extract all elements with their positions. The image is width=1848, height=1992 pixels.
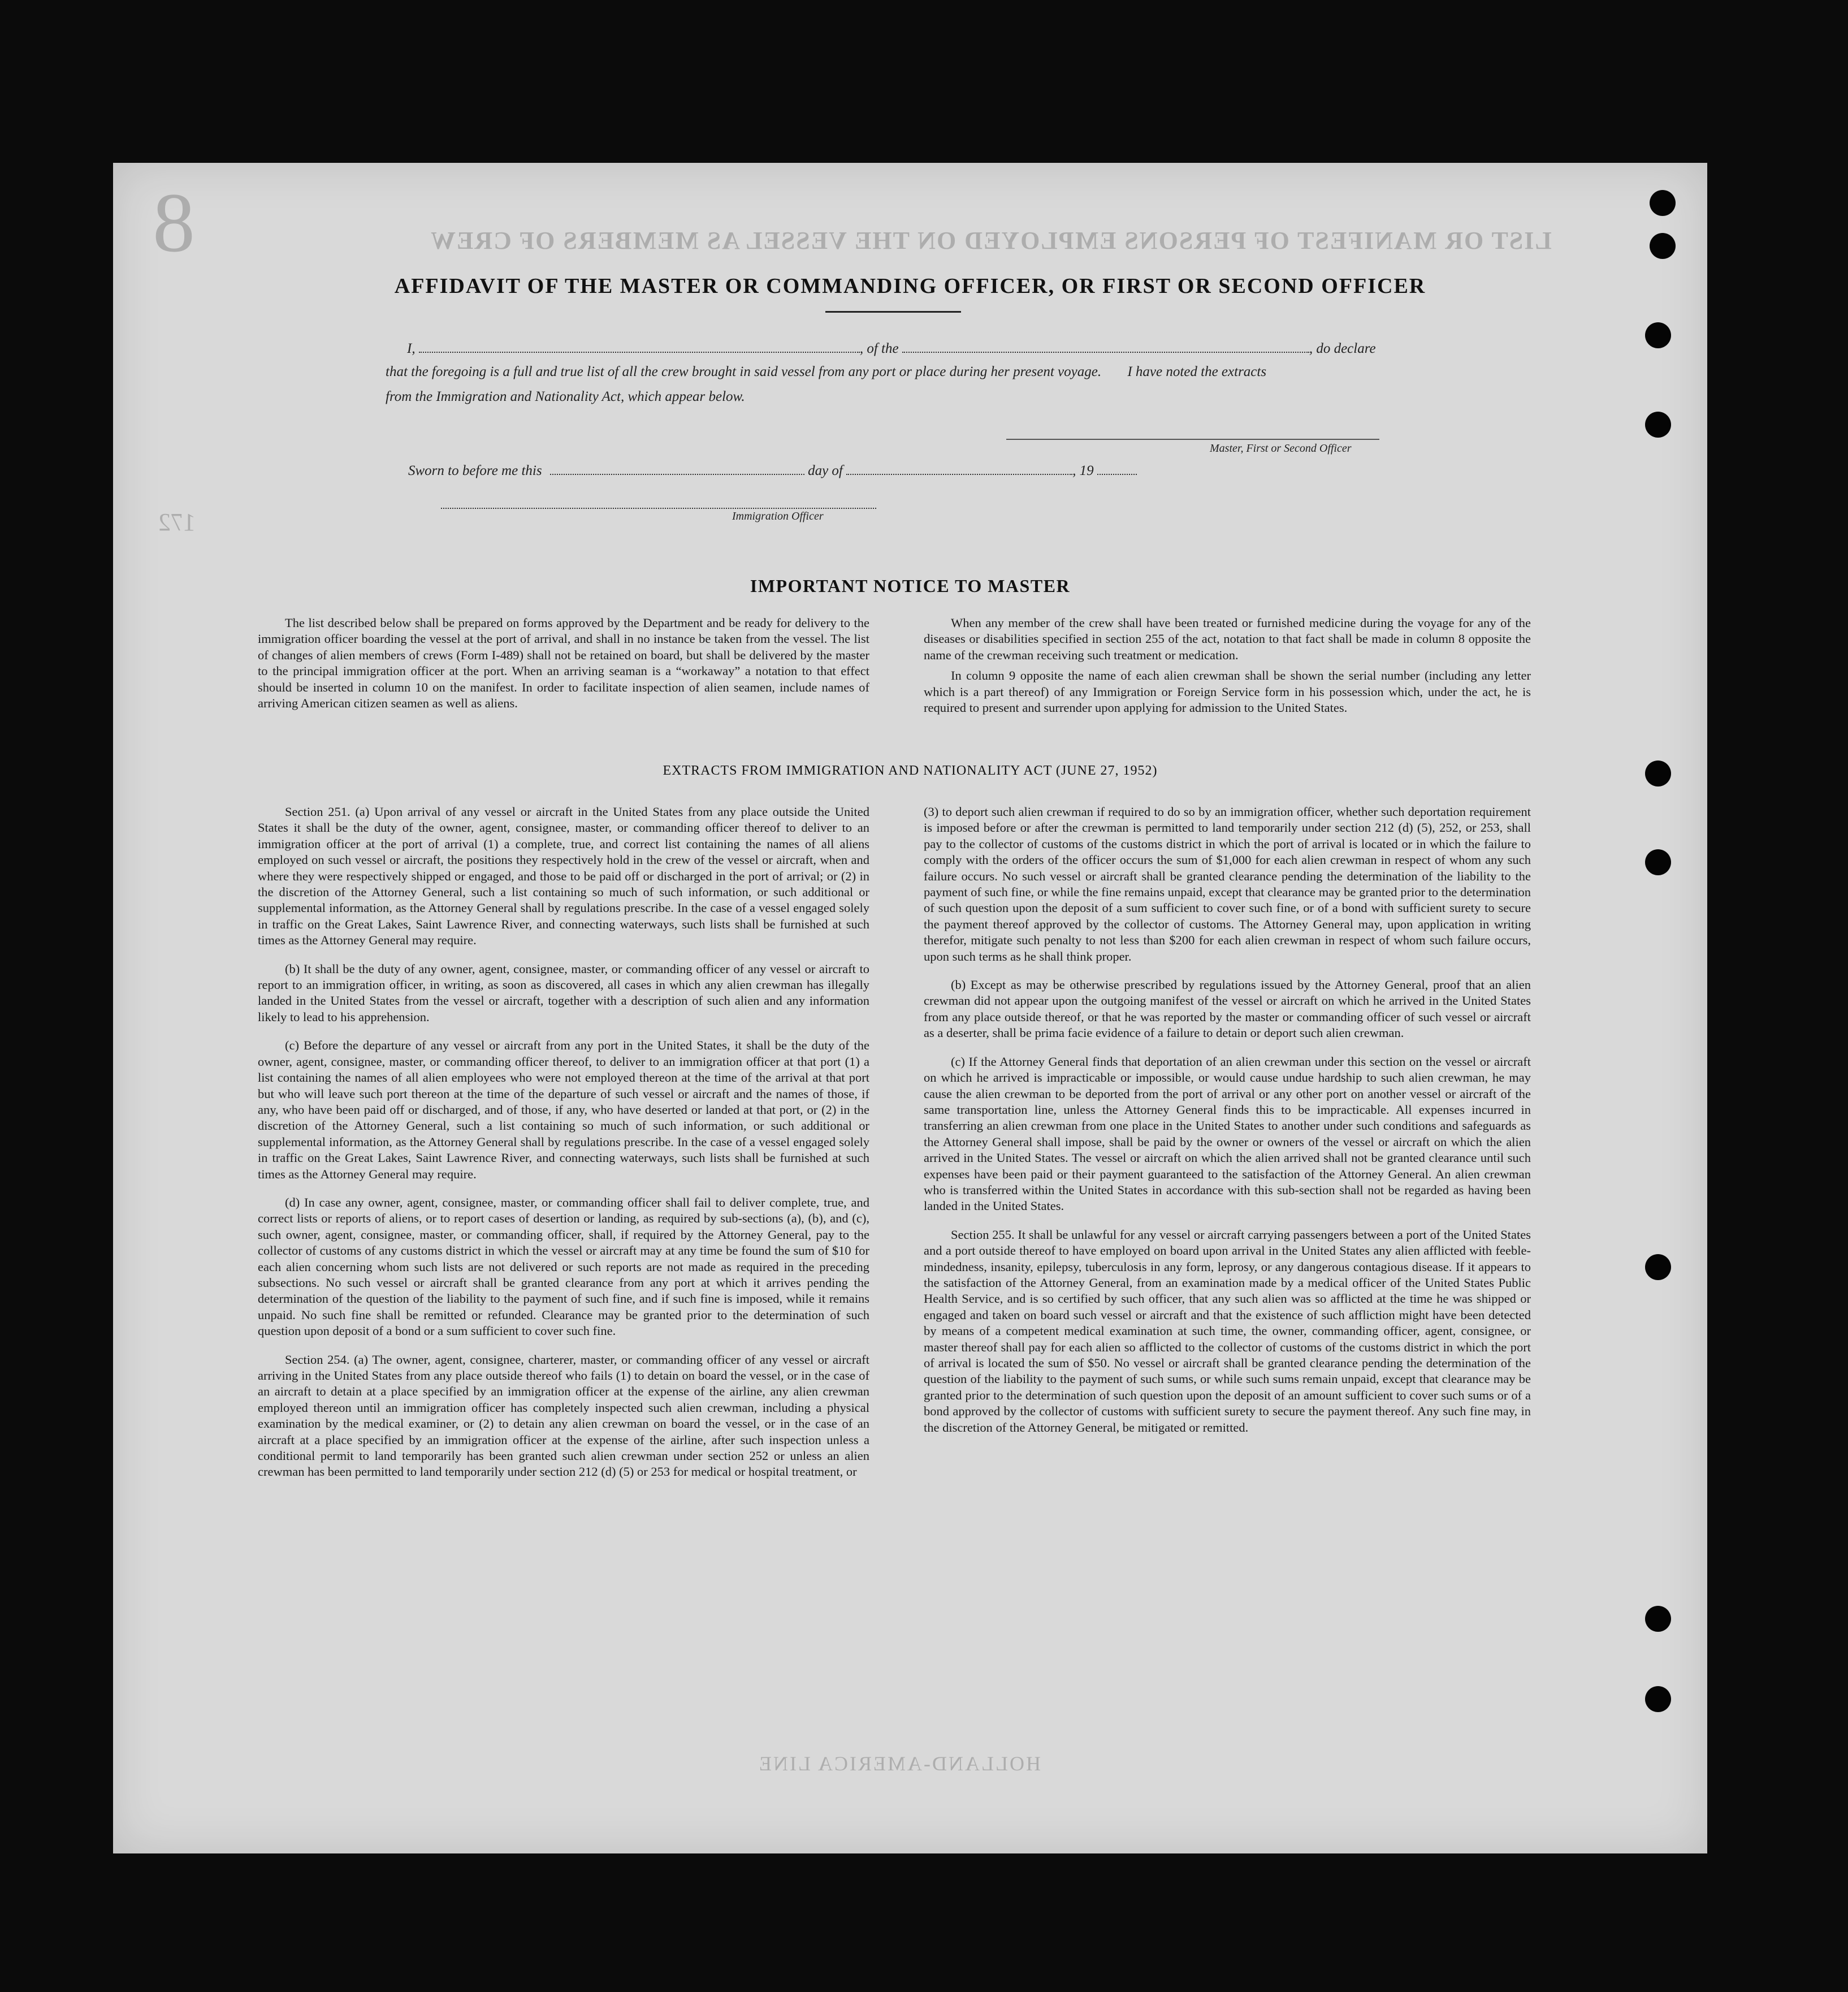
year-prefix-label: , 19 — [1072, 463, 1094, 478]
bleed-through-footer: HOLLAND-AMERICA LINE — [758, 1752, 1041, 1775]
section-251-c: (c) Before the departure of any vessel or aircraft from any port in the United States, it shall be the duty of the owner, agent, consignee, master, or commanding officer thereof, to deliver to an immigration officer at that port (1) a list containing the names of all alien employees who were not employed thereon at the time of the arrival at that port but who will leave such port thereon at the time of the departure of such vessel or aircraft and the names of those, if any, who have been paid off or discharged, and of those, if any, who have deserted or landed at that port, or (2) in the discretion of the Attorney General, such a list containing so much of such information, or such additional or supplemental information, as the Attorney General shall by regulations prescribe. In the case of a vessel engaged solely in traffic on the Great Lakes, Saint Lawrence River, and connecting waterways, such lists shall be furnished at such times as the Attorney General may require. — [258, 1038, 869, 1181]
affidavit-line-1 — [407, 339, 1376, 357]
bleed-through-header: LIST OR MANIFEST OF PERSONS EMPLOYED ON THE VESSEL AS MEMBERS OF CREW — [430, 227, 1552, 254]
punch-hole — [1645, 1254, 1671, 1280]
punch-hole — [1645, 322, 1671, 348]
section-251-d: (d) In case any owner, agent, consignee, master, or commanding officer shall fail to deliver complete, true, and correct lists or reports of aliens, or to report cases of desertion or landing, as required by sub-sections (a), (b), and (c), such owner, agent, consignee, master, or commanding officer, shall, if required by the Attorney General, pay to the collector of customs of any customs district in which the vessel or aircraft may at any time be found the sum of $10 for each alien concerning whom such lists are not delivered or such reports are not made as required in the preceding subsections. No such vessel or aircraft shall be granted clearance from any port at which it arrives pending the determination of the question of the liability to the payment of such fine, and if such fine is imposed, while it remains unpaid. No such fine shall be remitted or refunded. Clearance may be granted prior to the determination of such question upon deposit of a bond or a sum sufficient to cover such fine. — [258, 1195, 869, 1338]
master-signature-line — [1006, 439, 1379, 440]
do-declare-label: , do declare — [1309, 341, 1376, 356]
affidavit-statement-end: from the Immigration and Nationality Act, which appear below. — [386, 389, 745, 404]
punch-hole — [1645, 1606, 1671, 1632]
notice-left-paragraph: The list described below shall be prepared on forms approved by the Department and be ready for delivery to the immigration officer boarding the vessel at the port of arrival, and shall in no instance be taken from the vessel. The list of changes of alien members of crews (Form I-489) shall not be retained on board, but shall be delivered by the master to the principal immigration officer at the port. When an arriving seaman is a “workaway” a notation to that effect should be inserted in column 10 on the manifest. In order to facilitate inspection of alien seamen, include names of arriving American citizen seamen as well as aliens. — [258, 616, 869, 711]
document-page — [113, 163, 1707, 1853]
vessel-field[interactable] — [902, 339, 1309, 353]
punch-hole — [1650, 190, 1676, 216]
officer-caption: Immigration Officer — [732, 510, 824, 522]
sworn-label: Sworn to before me this — [408, 463, 542, 478]
affidavit-line-2 — [386, 364, 1266, 380]
notice-right-paragraph-1: When any member of the crew shall have been treated or furnished medicine during the voyage for any of the diseases or disabilities specified in section 255 of the act, notation to that fact shall be made in column 8 opposite the name of the crewman receiving such treatment or medication. — [924, 616, 1531, 662]
affidavit-statement: that the foregoing is a full and true list of all the crew brought in said vessel from any port or place during her present voyage. — [386, 364, 1102, 379]
affidavit-i-label: I, — [407, 341, 416, 356]
punch-hole — [1645, 1686, 1671, 1712]
punch-hole — [1650, 233, 1676, 259]
section-254-a-continued: (3) to deport such alien crewman if required to do so by an immigration officer, whether such deportation requirement is imposed before or after the crewman is permitted to land temporarily under section 212 (d) (5), 252, or 253, shall pay to the collector of customs of the customs district in which the port of arrival is located or in which the failure to comply with the orders of the officer occurs the sum of $1,000 for each alien crewman in respect of whom any such failure occurs. No such vessel or aircraft shall be granted clearance pending the determination of the liability to the payment of such fine, or while the fine remains unpaid, except that clearance may be granted prior to the determination of such question upon the deposit of a sum sufficient to cover such fine, or of a bond with sufficient surety to secure the payment thereof approved by the collector of customs. The Attorney General may, upon application in writing therefor, mitigate such penalty to not less than $200 for each alien crewman in respect of whom such failure occurs, upon such terms as he shall think proper. — [924, 805, 1531, 963]
sworn-month-field[interactable] — [846, 461, 1072, 475]
punch-hole — [1645, 849, 1671, 875]
sworn-day-field[interactable] — [550, 461, 804, 475]
section-251-a: Section 251. (a) Upon arrival of any vessel or aircraft in the United States from any place outside the United States it shall be the duty of the owner, agent, consignee, master, or commanding officer thereof to deliver to an immigration officer at the port of arrival (1) a complete, true, and correct list containing the names of all aliens employed on such vessel or aircraft, the positions they respectively hold in the crew of the vessel or aircraft, when and where they were respectively shipped or engaged, and those to be paid off or discharged in the port of arrival; or (2) in the discretion of the Attorney General, such a list containing so much of such information, or such additional or supplemental information, as the Attorney General shall by regulations prescribe. In the case of a vessel engaged solely in traffic on the Great Lakes, Saint Lawrence River, and connecting waterways, such lists shall be furnished at such times as the Attorney General may require. — [258, 805, 869, 948]
title-underline — [825, 311, 961, 313]
name-field[interactable] — [419, 339, 860, 353]
punch-hole — [1645, 760, 1671, 787]
affidavit-line-3 — [386, 389, 745, 405]
bleed-through-side-number: 172 — [158, 508, 196, 536]
sworn-year-field[interactable] — [1097, 461, 1137, 475]
officer-signature-line — [441, 507, 876, 509]
affidavit-title: AFFIDAVIT OF THE MASTER OR COMMANDING OFFICER, OR FIRST OR SECOND OFFICER — [394, 274, 1426, 298]
section-254-a: Section 254. (a) The owner, agent, consignee, charterer, master, or commanding officer of any vessel or aircraft arriving in the United States from any place outside thereof who fails (1) to detain on board the vessel, or in the case of an aircraft to detain at a place specified by an immigration officer at the expense of the airline, any alien crewman employed thereon until an immigration officer has completely inspected such alien crewman, including a physical examination by the medical examiner, or (2) to detain any alien crewman on board the vessel, or in the case of an aircraft at a place specified by an immigration officer at the expense of the airline, after such inspection unless a conditional permit to land temporarily has been granted such alien crewman under section 252 or unless an alien crewman has been permitted to land temporarily under section 212 (d) (5) or 253 for medical or hospital treatment, or — [258, 1352, 869, 1479]
section-255: Section 255. It shall be unlawful for any vessel or aircraft carrying passengers between a port of the United States and a port outside thereof to have employed on board upon arrival in the United States any alien afflicted with feeble-mindedness, insanity, epilepsy, tuberculosis in any form, leprosy, or any dangerous contagious disease. If it appears to the satisfaction of the Attorney General, from an examination made by a medical officer of the United States Public Health Service, and is so certified by such officer, that any such alien was so afflicted at the time he was shipped or engaged and taken on board such vessel or aircraft and that the existence of such affliction might have been detected by means of a competent medical examination at such time, the owner, commanding officer, agent, consignee, or master thereof shall pay for each alien so afflicted to the collector of customs of the customs district in which the port of arrival is located the sum of $50. No vessel or aircraft shall be granted clearance pending the determination of the question of the liability to the payment of such sums, or while such sums remain unpaid, except that clearance may be granted prior to the determination of such question upon the deposit of an amount sufficient to cover such sums or of a bond approved by the collector of customs with sufficient surety to secure the payment thereof. Any such fine may, in the discretion of the Attorney General, be mitigated or remitted. — [924, 1227, 1531, 1434]
sworn-line — [408, 461, 1137, 479]
of-the-label: , of the — [859, 341, 899, 356]
notice-right-column — [924, 615, 1531, 728]
section-254-b: (b) Except as may be otherwise prescribed by regulations issued by the Attorney General, proof that an alien crewman did not appear upon the outgoing manifest of the vessel or aircraft on which he arrived in the United States from any place outside thereof, or that he was reported by the master or commanding officer of such vessel or aircraft as a deserter, shall be prima facie evidence of a failure to detain or deport such alien crewman. — [924, 978, 1531, 1040]
extracts-title: EXTRACTS FROM IMMIGRATION AND NATIONALITY ACT (JUNE 27, 1952) — [663, 763, 1158, 778]
extracts-right-column — [924, 804, 1531, 1448]
master-caption: Master, First or Second Officer — [1210, 442, 1352, 455]
notice-left-column — [258, 615, 869, 724]
day-of-label: day of — [808, 463, 843, 478]
notice-right-paragraph-2: In column 9 opposite the name of each alien crewman shall be shown the serial number (including any letter which is a part thereof) of any Immigration or Foreign Service form in his possession which, under the act, he is required to present and surrender upon applying for admission to the United States. — [924, 668, 1531, 715]
bleed-through-numeral: 8 — [153, 176, 195, 270]
extracts-left-column — [258, 804, 869, 1493]
section-251-b: (b) It shall be the duty of any owner, agent, consignee, master, or commanding officer of any vessel or aircraft to report to an immigration officer, in writing, as soon as discovered, all cases in which any alien crewman has illegally landed in the United States from the vessel or aircraft, together with a description of such alien and any information likely to lead to his apprehension. — [258, 961, 869, 1024]
punch-hole — [1645, 412, 1671, 438]
notice-title: IMPORTANT NOTICE TO MASTER — [750, 576, 1071, 596]
section-254-c: (c) If the Attorney General finds that deportation of an alien crewman under this section on the vessel or aircraft on which he arrived is impracticable or impossible, or would cause undue hardship to such alien crewman, he may cause the alien crewman to be deported from the port of arrival or any other port on another vessel or aircraft of the same transportation line, unless the Attorney General finds this to be impracticable. All expenses incurred in transferring an alien crewman from one place in the United States to another under such conditions and safeguards as the Attorney General shall impose, shall be paid by the owner or owners of the vessel or aircraft on which the alien arrived in the United States. The vessel or aircraft on which the alien arrived shall not be granted clearance until such expenses have been paid or their payment guaranteed to the satisfaction of the Attorney General. An alien crewman who is transferred within the United States in accordance with this sub-section shall not be regarded as having been landed in the United States. — [924, 1054, 1531, 1213]
affidavit-extracts-note: I have noted the extracts — [1127, 364, 1267, 379]
